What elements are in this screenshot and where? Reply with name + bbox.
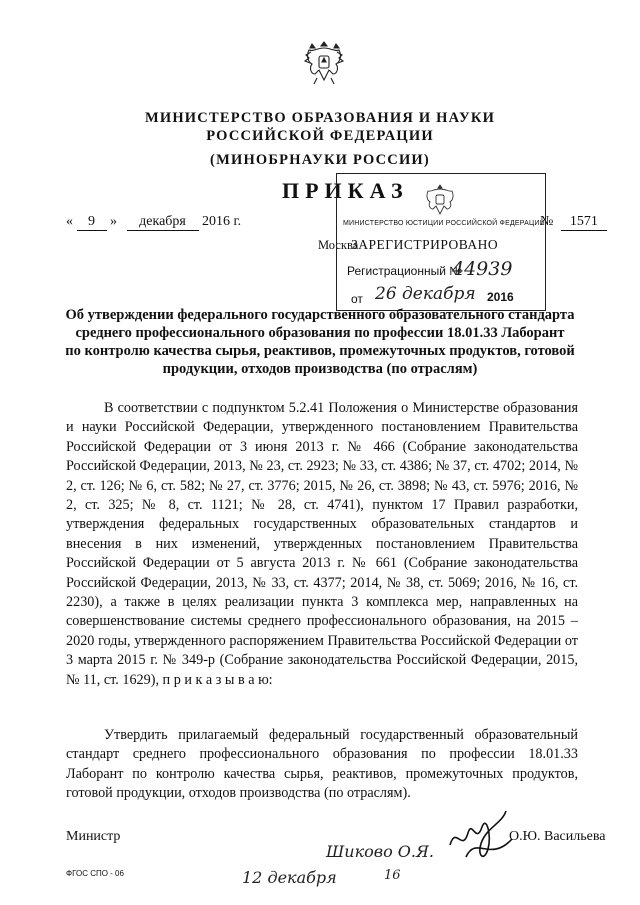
ministry-name-line2: РОССИЙСКОЙ ФЕДЕРАЦИИ (206, 128, 434, 144)
stamp-reg-number: 44939 (452, 258, 513, 280)
document-type: ПРИКАЗ (282, 178, 409, 203)
date-month: декабря (127, 214, 199, 231)
ministry-name-line1: МИНИСТЕРСТВО ОБРАЗОВАНИЯ И НАУКИ (144, 110, 496, 126)
signature-name: О.Ю. Васильева (509, 829, 606, 844)
order-date (66, 214, 241, 231)
number-sign: № (540, 214, 554, 229)
stamp-reg-label: Регистрационный № (347, 264, 463, 278)
stamp-ministry: МИНИСТЕРСТВО ЮСТИЦИИ РОССИЙСКОЙ ФЕДЕРАЦИИ (343, 220, 545, 227)
date-year: 2016 г. (202, 214, 242, 229)
stamp-emblem-icon (423, 182, 457, 220)
title-line: продукции, отходов производства (по отраслям) (162, 361, 478, 377)
registration-stamp (336, 173, 546, 311)
signature-position: Министр (66, 829, 121, 844)
title-line: среднего профессионального образования по профессии 18.01.33 Лаборант (75, 325, 565, 341)
order-number (540, 214, 607, 231)
russian-coat-of-arms-icon (303, 38, 345, 88)
body-paragraph-1: В соответствии с подпунктом 5.2.41 Положения о Министерстве образования и науки Российской Федерации, утвержденного постановлением Правительства Российской Федерации от 3 июня 2013 г. № 466 (Собрание законодательства Российской Федерации, 2013, № 23, ст. 2923; № 33, ст. 4386; № 37, ст. 4702; 2014, № 2, ст. 126; № 6, ст. 582; № 27, ст. 3776; 2015, № 26, ст. 3898; № 43, ст. 5976; 2016, № 2, ст. 325; № 8, ст. 1121; № 28, ст. 4741), пунктом 17 Правил разработки, утверждения федеральных государственных образовательных стандартов и внесения в них изменений, утвержденных постановлением Правительства Российской Федерации от 5 августа 2013 г. № 661 (Собрание законодательства Российской Федерации, 2013, № 33, ст. 4377; 2014, № 38, ст. 5069; 2016, № 16, ст. 2230), а также в целях реализации пункта 3 комплекса мер, направленных на совершенствование системы среднего профессионального образования, на 2015 – 2020 годы, утвержденного распоряжением Правительства Российской Федерации от 3 марта 2015 г. № 349-р (Собрание законодательства Российской Федерации, 2015, № 11, ст. 1629), п р и к а з ы в а ю: (66, 400, 578, 688)
stamp-from-date: 26 декабря (375, 284, 476, 304)
title-line: по контролю качества сырья, реактивов, промежуточных продуктов, готовой (65, 343, 575, 359)
date-day: 9 (77, 214, 107, 231)
number-value: 1571 (561, 214, 607, 231)
order-title (60, 306, 580, 378)
stamp-registered: ЗАРЕГИСТРИРОВАНО (351, 237, 499, 252)
date-close-quote: » (110, 214, 117, 229)
title-line: Об утверждении федерального государственного образовательного стандарта (65, 307, 575, 323)
handwritten-date-note: 12 декабря (242, 868, 337, 887)
city: Москва (318, 238, 359, 252)
ministry-short-name: (МИНОБРНАУКИ РОССИИ) (210, 152, 430, 168)
handwritten-number-note: 16 (384, 868, 401, 883)
date-open-quote: « (66, 214, 73, 229)
stamp-from-label: от (351, 292, 363, 306)
stamp-from-year: 2016 (487, 290, 514, 304)
handwritten-name-note: Шиково О.Я. (326, 842, 434, 861)
footer-code: ФГОС СПО - 06 (66, 869, 124, 878)
body-paragraph-2: Утвердить прилагаемый федеральный государственный образовательный стандарт среднего профессионального образования по профессии 18.01.33 Лаборант по контролю качества сырья, реактивов, промежуточных продуктов, готовой продукции, отходов производства (по отраслям). (66, 727, 578, 802)
coat-of-arms-emblem (303, 38, 345, 88)
handwritten-signature (446, 805, 516, 869)
